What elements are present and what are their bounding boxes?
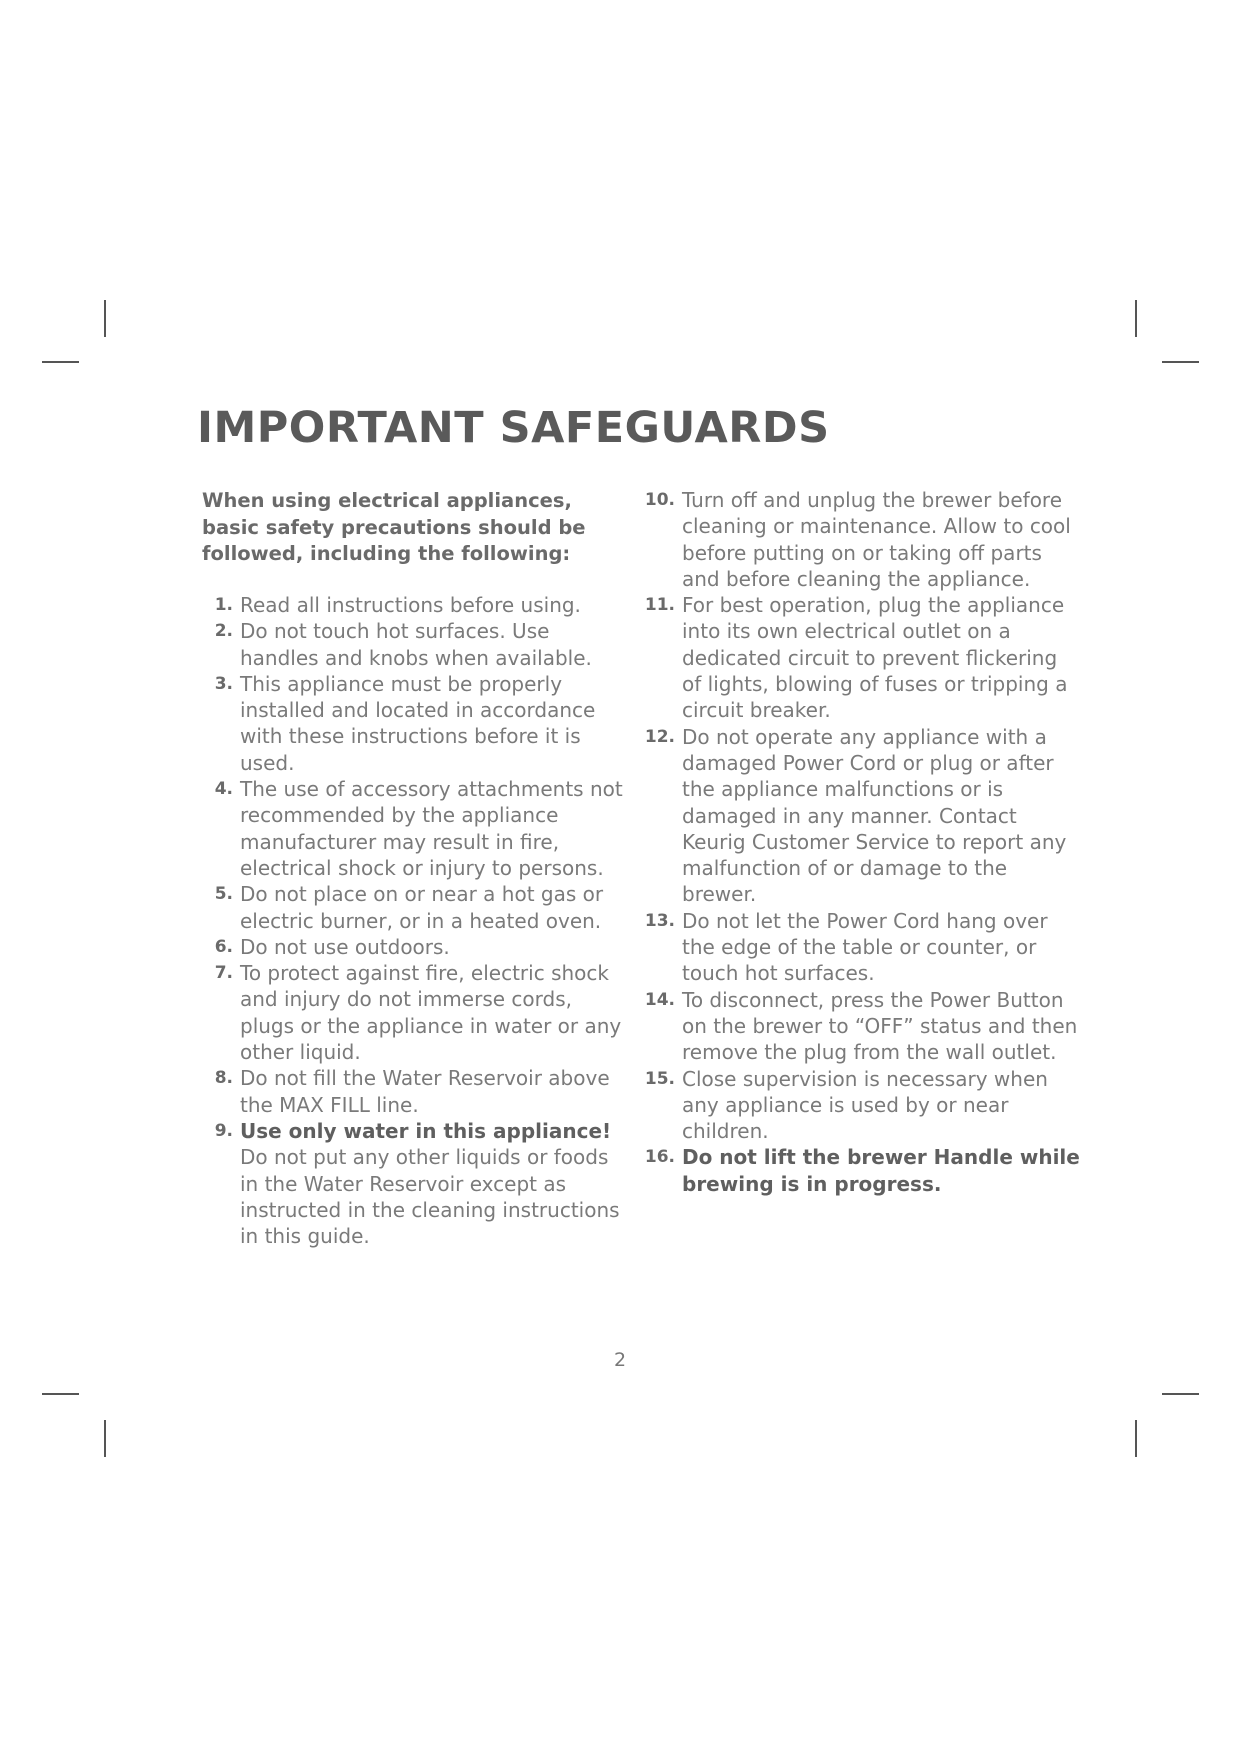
list-item — [202, 671, 632, 776]
item-text: For best operation, plug the appliance into its own electrical outlet on a dedicated circuit to prevent flickering of lights, blowing of fuses or tripping a circuit breaker. — [682, 593, 1068, 723]
crop-mark-top-right-horizontal — [1162, 361, 1199, 363]
list-item — [640, 1066, 1080, 1145]
item-text: Do not use outdoors. — [240, 934, 450, 959]
crop-mark-top-left-horizontal — [42, 361, 79, 363]
list-item — [640, 908, 1080, 987]
item-text: This appliance must be properly installed and located in accordance with these instructions before it is used. — [240, 671, 596, 775]
item-number: 13. — [644, 910, 675, 931]
item-text-wrapper — [682, 1144, 1080, 1197]
item-text: Do not touch hot surfaces. Use handles and knobs when available. — [240, 619, 592, 670]
crop-mark-bottom-right-vertical — [1135, 1420, 1137, 1457]
item-number: 1. — [214, 595, 233, 615]
list-item — [640, 592, 1080, 723]
item-number: 10. — [644, 490, 675, 510]
item-text-wrapper — [240, 1118, 632, 1249]
item-text: Read all instructions before using. — [240, 593, 581, 617]
item-text: The use of accessory attachments not recommended by the appliance manufacturer may result in fire, electrical shock or injury to persons. — [240, 777, 623, 880]
crop-mark-bottom-left-horizontal — [42, 1393, 79, 1395]
intro-text: When using electrical appliances, basic safety precautions should be followed, including the following: — [202, 489, 586, 565]
item-number: 4. — [214, 779, 233, 800]
page-title: IMPORTANT SAFEGUARDS — [197, 403, 830, 453]
item-number: 3. — [214, 673, 233, 694]
item-number: 2. — [214, 621, 233, 642]
crop-mark-bottom-right-horizontal — [1162, 1393, 1199, 1395]
safeguards-list-right — [640, 487, 1080, 1197]
item-number: 11. — [644, 595, 675, 616]
list-item — [640, 724, 1080, 908]
item-number: 5. — [214, 884, 233, 905]
item-emphasis: Use only water in this appliance! — [240, 1118, 612, 1143]
list-item — [640, 1144, 1080, 1197]
item-text: Do not let the Power Cord hang over the edge of the table or counter, or touch hot surfaces. — [682, 908, 1048, 986]
item-text: To protect against fire, electric shock and injury do not immerse cords, plugs or the appliance in water or any other liquid. — [240, 961, 622, 1065]
item-number: 9. — [214, 1120, 233, 1141]
item-text: Close supervision is necessary when any appliance is used by or near children. — [682, 1066, 1048, 1144]
list-item — [640, 987, 1080, 1066]
list-item — [202, 881, 632, 934]
crop-mark-top-right-vertical — [1135, 300, 1137, 337]
list-item — [202, 934, 632, 960]
item-number: 7. — [214, 963, 233, 984]
item-number: 15. — [644, 1068, 675, 1089]
item-number: 16. — [644, 1147, 675, 1168]
item-text: Do not fill the Water Reservoir above the MAX FILL line. — [240, 1066, 610, 1117]
item-text: Do not operate any appliance with a damaged Power Cord or plug or after the appliance malfunctions or is damaged in any manner. Contact Keurig Customer Service to report any malfunction of or damage to the brewer. — [682, 724, 1067, 907]
item-number: 14. — [644, 989, 675, 1010]
item-text: To disconnect, press the Power Button on the brewer to “OFF” status and then remove the plug from the wall outlet. — [682, 987, 1078, 1065]
page-number: 2 — [613, 1349, 627, 1371]
item-text: Do not place on or near a hot gas or electric burner, or in a heated oven. — [240, 882, 604, 933]
safeguards-list-left — [202, 592, 632, 1249]
crop-mark-bottom-left-vertical — [104, 1420, 106, 1457]
crop-mark-top-left-vertical — [104, 300, 106, 337]
item-text: Do not put any other liquids or foods in the Water Reservoir except as instructed in the cleaning instructions in this guide. — [240, 1145, 620, 1249]
list-item — [202, 776, 632, 881]
item-number: 6. — [214, 936, 233, 957]
item-emphasis: Do not lift the brewer Handle while brewing is in progress. — [682, 1145, 1080, 1196]
item-text: Turn off and unplug the brewer before cleaning or maintenance. Allow to cool before putting on or taking off parts and before cleaning the appliance. — [682, 488, 1071, 591]
list-item — [202, 618, 632, 671]
list-item — [640, 487, 1080, 592]
list-item — [202, 1118, 632, 1249]
list-item — [202, 592, 632, 618]
list-item — [202, 960, 632, 1065]
item-number: 8. — [214, 1068, 233, 1089]
item-number: 12. — [644, 726, 675, 747]
list-item — [202, 1065, 632, 1118]
